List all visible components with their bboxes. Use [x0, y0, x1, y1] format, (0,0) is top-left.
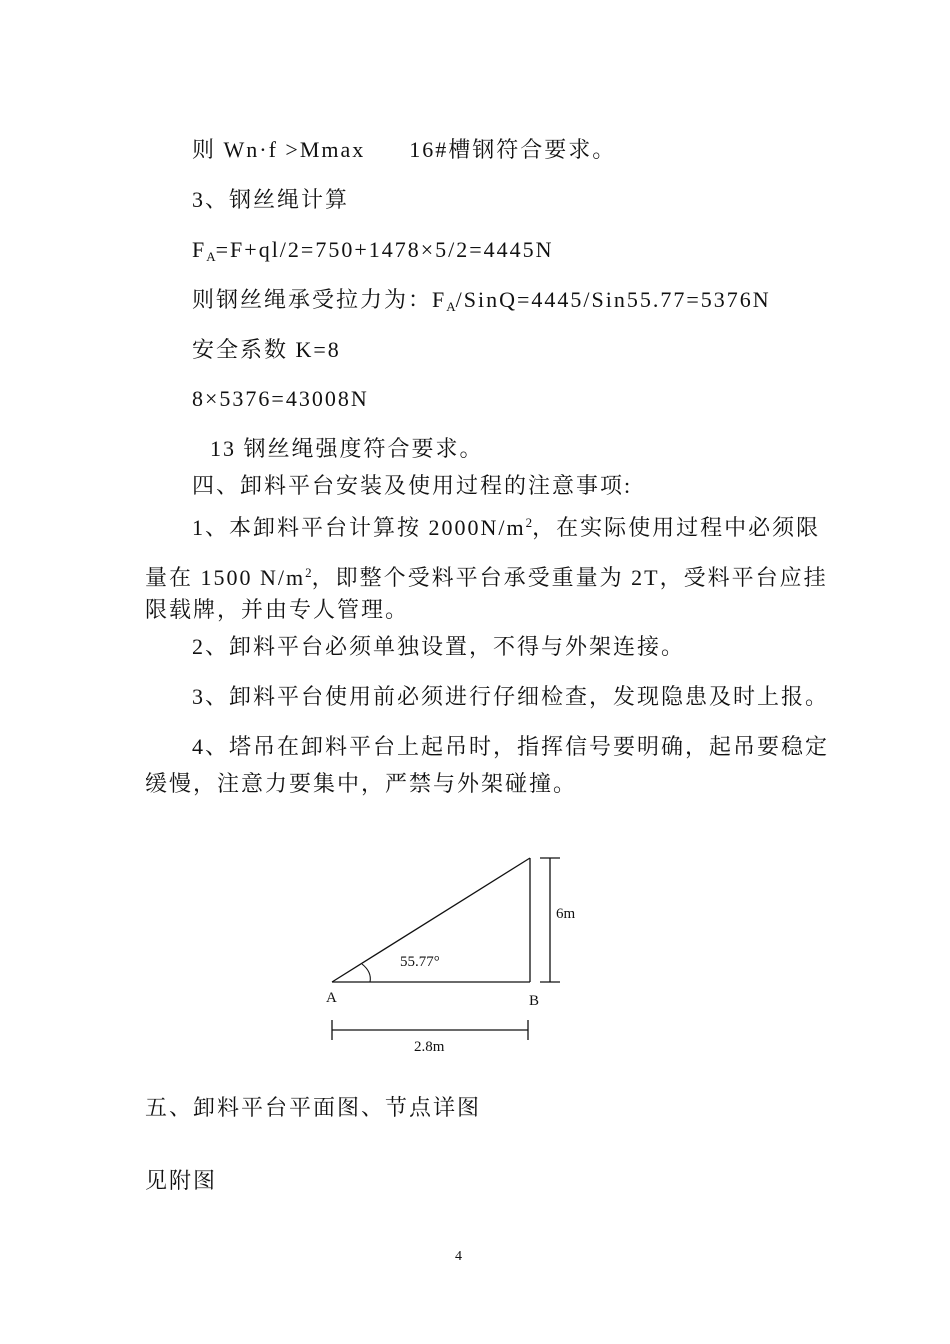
p1-text-a: 1、本卸料平台计算按 2000N/m: [192, 515, 526, 540]
line-tension: [192, 285, 771, 322]
paragraph-2: 2、卸料平台必须单独设置，不得与外架连接。: [192, 634, 686, 659]
paragraph-4-line-2: 缓慢，注意力要集中，严禁与外架碰撞。: [145, 771, 578, 796]
paragraph-1-line-2: [145, 558, 828, 593]
angle-label: 55.77°: [400, 954, 440, 970]
p1-text-d: ，即整个受料平台承受重量为 2T，受料平台应挂: [311, 565, 828, 590]
fa-subscript: A: [206, 249, 216, 264]
p1-text-b: ，在实际使用过程中必须限: [532, 515, 821, 540]
point-a-label: A: [326, 990, 337, 1006]
line-fa-formula: [192, 235, 554, 272]
line-product: 8×5376=43008N: [192, 386, 369, 411]
tension-subscript: A: [446, 299, 456, 314]
paragraph-1-line-1: [192, 508, 820, 543]
page-number: 4: [455, 1249, 462, 1264]
p1-superscript: 2: [525, 515, 533, 530]
strength-text: 13 钢丝绳强度符合要求。: [210, 436, 484, 461]
angle-arc: [362, 964, 370, 982]
paragraph-1-line-3: 限载牌，并由专人管理。: [145, 597, 410, 622]
section-heading-wire-rope: 3、钢丝绳计算: [192, 187, 350, 212]
fa-symbol: F: [192, 237, 207, 262]
line-wn-check: [192, 135, 616, 165]
section-heading-drawings: 五、卸料平台平面图、节点详图: [145, 1095, 482, 1120]
line-strength-ok: [192, 434, 484, 464]
p1-text-c: 量在 1500 N/m: [145, 565, 306, 590]
fa-expression: =F+ql/2=750+1478×5/2=4445N: [215, 237, 554, 262]
line-safety-factor: 安全系数 K=8: [192, 337, 341, 362]
height-label: 6m: [556, 906, 576, 922]
tension-prefix: 则钢丝绳承受拉力为：F: [192, 287, 447, 312]
channel-steel-conclusion: 16#槽钢符合要求。: [409, 137, 617, 162]
base-label: 2.8m: [414, 1039, 445, 1055]
p1-superscript-2: 2: [305, 565, 312, 580]
section-heading-precautions: 四、卸料平台安装及使用过程的注意事项:: [192, 473, 633, 498]
point-b-label: B: [529, 993, 540, 1009]
wn-formula: 则 Wn·f >Mmax: [192, 137, 366, 162]
paragraph-3: 3、卸料平台使用前必须进行仔细检查，发现隐患及时上报。: [192, 684, 830, 709]
paragraph-4-line-1: 4、塔吊在卸料平台上起吊时，指挥信号要明确，起吊要稳定: [192, 734, 830, 759]
triangle-diagram: [300, 840, 600, 1070]
see-attachment-text: 见附图: [145, 1168, 218, 1193]
tension-expression: /SinQ=4445/Sin55.77=5376N: [455, 287, 771, 312]
